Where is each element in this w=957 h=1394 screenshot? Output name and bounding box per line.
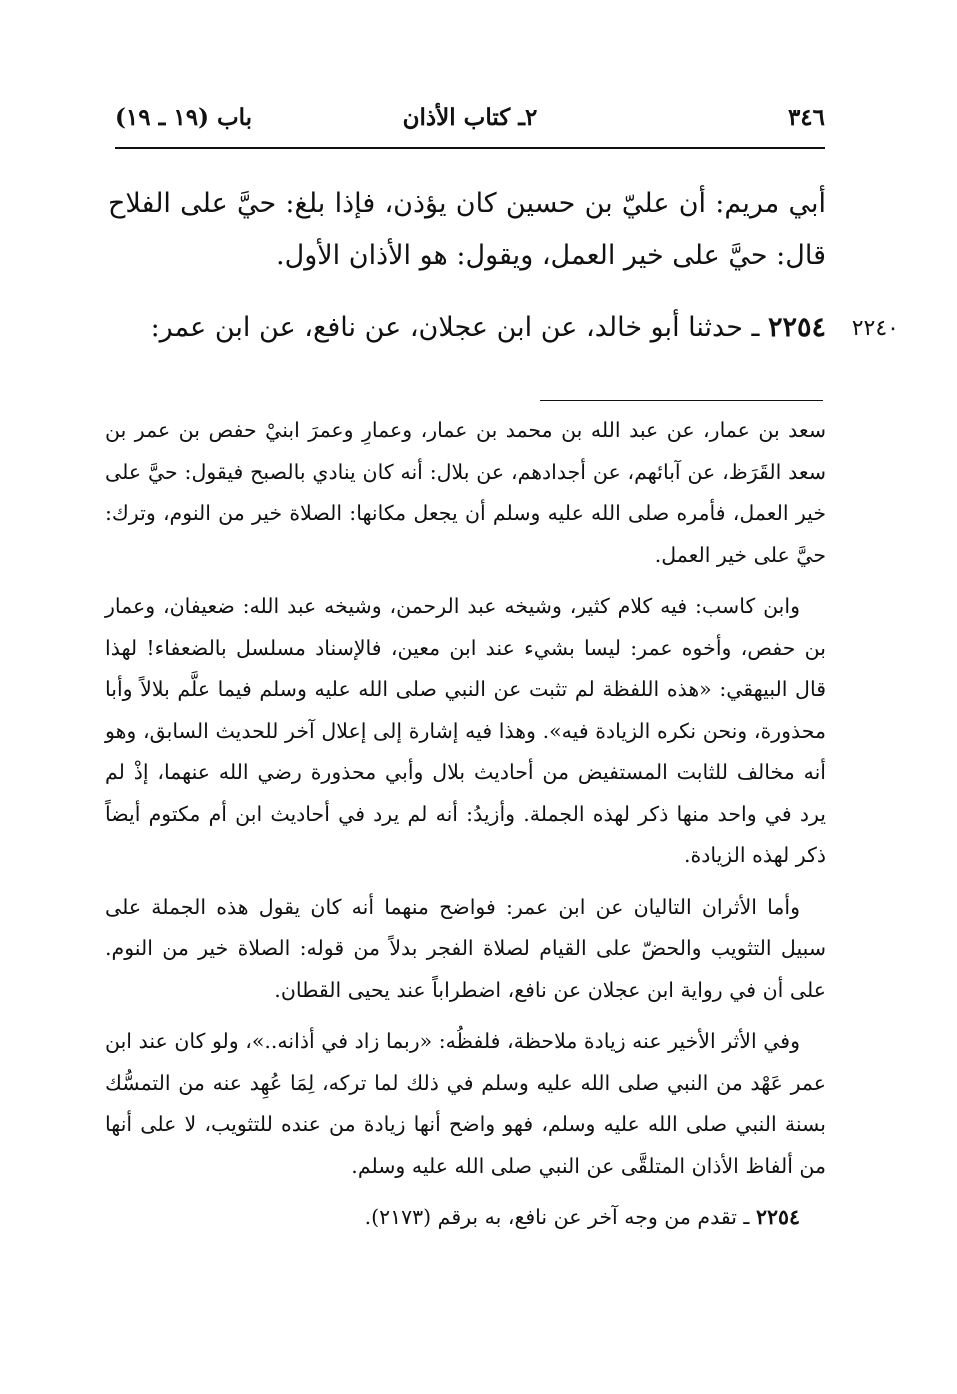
footnote-paragraph: وفي الأثر الأخير عنه زيادة ملاحظة، فلفظُه: «ربما زاد في أذانه..»، ولو كان عند ابن عمر عَهْد من النبي صلى الله عليه وسلم في ذلك لما تركه، لِمَا عُهِد عنه من التمسُّك بسنة النبي صلى الله عليه وسلم، فهو واضح أنها زيادة من عنده للتثويب، لا على أنها من ألفاظ الأذان المتلقَّى عن النبي صلى الله عليه وسلم. [105, 1029, 826, 1178]
header-divider [115, 147, 825, 149]
page-number: ٣٤٦ [787, 104, 825, 131]
hadith-entry [108, 308, 826, 348]
page-header [115, 100, 825, 144]
hadith-number: ٢٢٥٤ [767, 312, 826, 343]
footnote-paragraph: وابن كاسب: فيه كلام كثير، وشيخه عبد الرحمن، وشيخه عبد الله: ضعيفان، وعمار بن حفص، وأخوه عمر: ليسا بشيء عند ابن معين، فالإسناد مسلسل بالضعفاء! لهذا قال البيهقي: «هذه اللفظة لم تثبت عن النبي صلى الله عليه وسلم فيما علَّم بلالاً وأبا محذورة، ونحن نكره الزيادة فيه». وهذا فيه إشارة إلى إعلال آخر للحديث السابق، وهو أنه مخالف للثابت المستفيض من أحاديث بلال وأبي محذورة رضي الله عنهما، إذْ لم يرد في واحد منها ذكر لهذه الجملة. وأزيدُ: أنه لم يرد في أحاديث ابن أم مكتوم أيضاً ذكر لهذه الزيادة. [105, 594, 826, 867]
main-paragraph: أبي مريم: أن عليّ بن حسين كان يؤذن، فإذا بلغ: حيَّ على الفلاح قال: حيَّ على خير العمل، ويقول: هو الأذان الأول. [108, 188, 826, 271]
footnotes [105, 410, 826, 1249]
reference-number: ٢٢٥٤ [755, 1205, 800, 1229]
footnote-reference [105, 1197, 826, 1239]
margin-number: ٢٢٤٠ [851, 316, 899, 341]
chapter-reference: باب (١٩ ـ ١٩) [115, 104, 253, 131]
reference-text: ـ تقدم من وجه آخر عن نافع، به برقم (٢١٧٣). [364, 1205, 756, 1229]
footnote-paragraph: سعد بن عمار، عن عبد الله بن محمد بن عمار، وعمارِ وعمرَ ابنيْ حفص بن عمر بن سعد القَرَظ، عن آبائهم، عن أجدادهم، عن بلال: أنه كان ينادي بالصبح فيقول: حيَّ على خير العمل، فأمره صلى الله عليه وسلم أن يجعل مكانها: الصلاة خير من النوم، وترك: حيَّ على خير العمل. [105, 418, 826, 567]
main-text [108, 178, 826, 282]
book-title: ٢ـ كتاب الأذان [402, 104, 538, 131]
hadith-text: ـ حدثنا أبو خالد، عن ابن عجلان، عن نافع، عن ابن عمر: [150, 312, 768, 343]
footnote-paragraph: وأما الأثران التاليان عن ابن عمر: فواضح منهما أنه كان يقول هذه الجملة على سبيل التثويب والحضّ على القيام لصلاة الفجر بدلاً من قوله: الصلاة خير من النوم. على أن في رواية ابن عجلان عن نافع، اضطراباً عند يحيى القطان. [105, 894, 826, 1002]
footnote-divider [540, 400, 823, 401]
